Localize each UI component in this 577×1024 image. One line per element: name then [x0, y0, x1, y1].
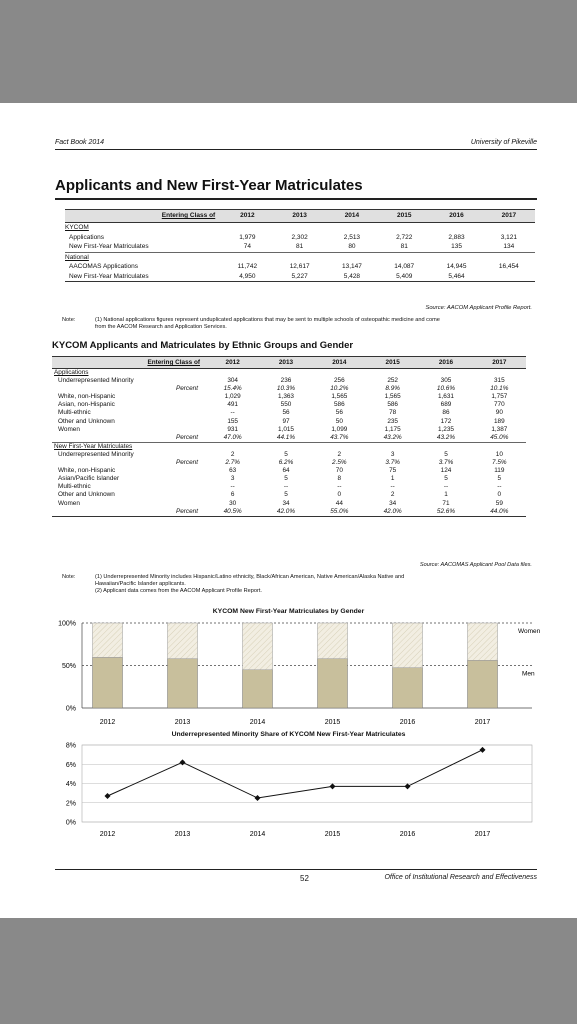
x-tick-label: 2016: [399, 831, 416, 838]
row-label: Asian/Pacific Islander: [58, 475, 120, 483]
table2-year-header: 2014: [313, 357, 366, 369]
bar-men: [468, 660, 498, 708]
table-row: [52, 467, 526, 475]
table-row: [52, 451, 526, 459]
cell-value: 0: [337, 491, 342, 499]
row-label: White, non-Hispanic: [58, 393, 116, 401]
cell-value: 42.0%: [383, 507, 402, 515]
cell-value: 1,175: [384, 425, 401, 433]
cell-value: [483, 272, 535, 282]
row-label: Women: [58, 425, 80, 433]
data-point: [105, 793, 111, 799]
cell-value: --: [390, 483, 395, 491]
note-line: Hawaiian/Pacific Islander applicants.: [95, 581, 186, 587]
cell-value: 2: [230, 450, 235, 458]
cell-value: 172: [440, 417, 452, 425]
table-row: [52, 475, 526, 483]
table-row: [65, 262, 535, 272]
cell-value: 78: [389, 409, 397, 417]
bar-men: [318, 659, 348, 708]
gender-chart-title: KYCOM New First-Year Matriculates by Gender: [212, 608, 365, 615]
table-row: [52, 500, 526, 508]
cell-value: 235: [387, 417, 398, 425]
data-point: [330, 783, 336, 789]
minority-chart: [0, 741, 577, 841]
cell-value: 1,235: [437, 425, 454, 433]
cell-value: 2: [390, 491, 395, 499]
table-row: [52, 459, 526, 467]
row-label: Percent: [175, 433, 198, 441]
row-label: AACOMAS Applications: [69, 263, 139, 270]
table1-header-label: Entering Class of: [65, 210, 221, 223]
y-tick-label: 0%: [65, 705, 76, 713]
cell-value: 16,454: [498, 263, 519, 270]
table2-section-name: Applications: [54, 369, 89, 376]
cell-value: 1: [390, 475, 395, 483]
table1-year-header: 2016: [430, 210, 482, 223]
cell-value: 75: [389, 467, 397, 475]
cell-value: 2,302: [291, 233, 308, 241]
cell-value: 70: [335, 467, 343, 475]
minority-share-line: [108, 750, 483, 798]
cell-value: 10.3%: [276, 385, 296, 393]
cell-value: 119: [494, 467, 505, 475]
cell-value: 305: [440, 377, 452, 385]
x-tick-label: 2012: [99, 719, 116, 726]
minority-chart-title: Underrepresented Minority Share of KYCOM New First-Year Matriculates: [171, 731, 406, 738]
cell-value: 3: [390, 450, 395, 458]
cell-value: 8: [337, 475, 342, 483]
table1-section-row: [65, 252, 535, 262]
table2-source: Source: AACOMAS Applicant Pool Data files.: [419, 562, 532, 568]
cell-value: 10: [495, 450, 503, 458]
cell-value: 14,945: [446, 263, 467, 270]
table2-section-row: [52, 442, 526, 451]
legend-women: Women: [518, 628, 541, 635]
row-label: Applications: [69, 233, 105, 241]
table1-year-header: 2017: [483, 210, 535, 223]
row-label: Women: [58, 499, 80, 507]
cell-value: 1,029: [224, 393, 241, 401]
cell-value: 7.5%: [492, 459, 507, 467]
cell-value: 1: [444, 491, 448, 499]
cell-value: 40.5%: [223, 507, 242, 515]
table2-year-header: 2012: [206, 357, 259, 369]
table2-section-row: [52, 369, 526, 378]
y-tick-label: 50%: [61, 663, 76, 670]
note-line: (1) Underrepresented Minority includes Hispanic/Latino ethnicity, Black/African American, Native American/Alaska Native and: [95, 574, 405, 580]
cell-value: 34: [389, 499, 397, 507]
row-label: Percent: [175, 385, 198, 393]
note-line: (2) Applicant data comes from the AACOM Applicant Profile Report.: [95, 588, 262, 594]
cell-value: 931: [227, 425, 238, 433]
bar-women: [393, 623, 423, 668]
cell-value: 2,883: [448, 233, 465, 241]
table1-header-row: [65, 210, 535, 223]
x-tick-label: 2013: [174, 719, 191, 726]
cell-value: 1,015: [277, 425, 294, 433]
cell-value: --: [443, 483, 449, 491]
bar-women: [243, 623, 273, 670]
table-row: [52, 418, 526, 426]
table2-title: KYCOM Applicants and Matriculates by Ethnic Groups and Gender: [52, 340, 354, 351]
running-footer: [55, 869, 537, 884]
bar-men: [93, 657, 123, 708]
cell-value: 10.6%: [436, 385, 456, 393]
table-row: [65, 272, 535, 282]
cell-value: 13,147: [341, 263, 362, 270]
data-point: [480, 747, 486, 753]
cell-value: 3,121: [500, 233, 517, 241]
row-label: Underrepresented Minority: [58, 450, 134, 458]
x-tick-label: 2016: [399, 719, 416, 726]
note-line: from the AACOM Research and Application Services.: [95, 324, 227, 330]
row-label: New First-Year Matriculates: [69, 243, 149, 250]
cell-value: 135: [451, 243, 462, 250]
x-tick-label: 2014: [249, 831, 266, 838]
title-rule: [55, 198, 537, 200]
cell-value: 5: [284, 475, 288, 483]
cell-value: 3: [230, 475, 235, 483]
header-left: Fact Book 2014: [55, 139, 105, 146]
cell-value: 55.0%: [330, 507, 349, 515]
table-row: [65, 233, 535, 243]
cell-value: 6.2%: [278, 459, 294, 467]
x-tick-label: 2015: [324, 719, 341, 726]
cell-value: 491: [227, 401, 238, 409]
cell-value: 236: [280, 377, 292, 385]
row-label: White, non-Hispanic: [58, 467, 116, 475]
table2-header-row: [52, 357, 526, 369]
cell-value: 44: [335, 499, 343, 507]
cell-value: 10.1%: [490, 385, 509, 393]
row-label: Multi-ethnic: [58, 483, 91, 491]
cell-value: 189: [493, 417, 505, 425]
table1-notes: [95, 317, 440, 331]
table-row: [52, 385, 526, 393]
cell-value: 1,565: [384, 393, 401, 401]
bar-men: [243, 670, 273, 708]
bar-women: [168, 623, 198, 659]
data-point: [255, 795, 261, 801]
cell-value: 315: [493, 377, 505, 385]
cell-value: 2,513: [343, 233, 361, 241]
table-row: [52, 483, 526, 491]
table-row: [52, 377, 526, 385]
header-right: University of Pikeville: [470, 139, 537, 146]
y-tick-label: 100%: [58, 620, 76, 628]
cell-value: 550: [280, 401, 292, 409]
row-label: Percent: [175, 459, 198, 467]
cell-value: --: [230, 409, 235, 417]
bar-women: [468, 623, 498, 660]
bar-women: [93, 623, 123, 657]
table-row: [65, 242, 535, 252]
ethnic-gender-table: [52, 356, 526, 518]
page-number: 52: [300, 874, 309, 883]
bar-women: [318, 623, 348, 659]
cell-value: 5,227: [291, 272, 308, 280]
cell-value: --: [283, 483, 289, 491]
cell-value: 43.2%: [436, 433, 456, 441]
cell-value: 586: [333, 401, 345, 409]
cell-value: 71: [442, 499, 450, 507]
cell-value: 63: [229, 467, 237, 475]
table-row: [52, 491, 526, 499]
table1-year-header: 2014: [326, 210, 378, 223]
cell-value: 5: [284, 491, 288, 499]
cell-value: 4,950: [239, 272, 256, 280]
cell-value: 0: [497, 491, 502, 499]
cell-value: 86: [442, 409, 450, 417]
cell-value: 5,428: [343, 272, 361, 280]
cell-value: 42.0%: [276, 507, 296, 515]
cell-value: 11,742: [237, 263, 258, 270]
cell-value: 134: [503, 243, 515, 250]
cell-value: 30: [229, 499, 237, 507]
cell-value: 8.9%: [385, 385, 400, 393]
cell-value: 5: [444, 475, 448, 483]
table-row: [52, 409, 526, 417]
cell-value: 5,409: [396, 272, 413, 280]
row-label: Underrepresented Minority: [58, 377, 134, 385]
cell-value: --: [497, 483, 502, 491]
gender-chart: [0, 618, 577, 728]
x-tick-label: 2015: [324, 831, 341, 838]
cell-value: 97: [282, 417, 290, 425]
cell-value: 80: [348, 243, 356, 250]
cell-value: 586: [387, 401, 398, 409]
table1-note-label: Note:: [62, 317, 76, 323]
cell-value: 43.2%: [383, 433, 402, 441]
cell-value: 56: [282, 409, 290, 417]
row-label: New First-Year Matriculates: [69, 272, 149, 280]
cell-value: 1,757: [491, 393, 508, 401]
table2-year-header: 2017: [473, 357, 526, 369]
table2-year-header: 2015: [366, 357, 419, 369]
cell-value: 44.0%: [490, 507, 509, 515]
table2-note-label: Note:: [62, 574, 76, 580]
cell-value: 81: [296, 243, 304, 250]
bar-men: [393, 668, 423, 708]
cell-value: 81: [400, 243, 408, 250]
table2-year-header: 2016: [419, 357, 472, 369]
cell-value: 124: [440, 467, 452, 475]
cell-value: --: [337, 483, 342, 491]
legend-men: Men: [522, 670, 535, 678]
cell-value: 2.7%: [225, 459, 240, 467]
bar-men: [168, 659, 198, 708]
cell-value: 1,631: [437, 393, 454, 401]
cell-value: 252: [387, 377, 398, 385]
cell-value: 50: [335, 417, 343, 425]
table-row: [52, 393, 526, 401]
table-row: [52, 434, 526, 443]
cell-value: 15.4%: [223, 385, 242, 393]
cell-value: 1,099: [331, 425, 348, 433]
cell-value: 1,363: [277, 393, 294, 401]
x-tick-label: 2012: [99, 831, 116, 838]
footer-right: Office of Institutional Research and Effectiveness: [384, 874, 537, 881]
cell-value: 90: [495, 409, 503, 417]
row-label: Percent: [175, 507, 198, 515]
cell-value: 689: [440, 401, 452, 409]
row-label: Other and Unknown: [58, 491, 115, 499]
cell-value: 59: [495, 499, 503, 507]
cell-value: 52.6%: [436, 507, 456, 515]
cell-value: 1,387: [491, 425, 508, 433]
cell-value: 56: [335, 409, 343, 417]
cell-value: 2: [337, 450, 342, 458]
running-header: [55, 139, 537, 150]
cell-value: 3.7%: [385, 459, 400, 467]
cell-value: 74: [243, 243, 251, 250]
cell-value: 304: [227, 377, 238, 385]
row-label: Asian, non-Hispanic: [58, 401, 115, 409]
y-tick-label: 6%: [65, 761, 76, 769]
cell-value: 3.7%: [438, 459, 454, 467]
cell-value: --: [230, 483, 235, 491]
table1-section-row: [65, 223, 535, 233]
table1-year-header: 2012: [221, 210, 273, 223]
row-label: Multi-ethnic: [58, 409, 91, 417]
y-tick-label: 0%: [65, 819, 76, 827]
x-tick-label: 2017: [474, 719, 491, 726]
table2-bottom-rule: [52, 516, 526, 518]
x-tick-label: 2017: [474, 831, 491, 838]
cell-value: 6: [230, 491, 235, 499]
cell-value: 64: [282, 467, 290, 475]
cell-value: 1,565: [331, 393, 348, 401]
applicants-table: [65, 209, 535, 283]
table1-year-header: 2015: [378, 210, 430, 223]
cell-value: 155: [227, 417, 238, 425]
table-row: [52, 426, 526, 434]
table1-section-name: National: [65, 252, 535, 262]
cell-value: 10.2%: [330, 385, 349, 393]
cell-value: 2,722: [396, 233, 413, 241]
cell-value: 12,617: [289, 263, 310, 270]
x-tick-label: 2014: [249, 719, 266, 726]
cell-value: 47.0%: [223, 433, 242, 441]
cell-value: 5: [284, 450, 288, 458]
table2-header-label: Entering Class of: [52, 357, 206, 369]
y-tick-label: 4%: [65, 781, 76, 788]
cell-value: 5: [497, 475, 502, 483]
cell-value: 44.1%: [276, 433, 296, 441]
table2-year-header: 2013: [259, 357, 312, 369]
row-label: Other and Unknown: [58, 417, 115, 425]
y-tick-label: 2%: [65, 800, 76, 808]
table1-section-name: KYCOM: [65, 224, 89, 231]
cell-value: 5: [444, 450, 448, 458]
data-point: [405, 783, 411, 789]
cell-value: 45.0%: [490, 433, 509, 441]
table-row: [52, 508, 526, 517]
x-tick-label: 2013: [174, 831, 191, 838]
table-row: [52, 401, 526, 409]
cell-value: 43.7%: [330, 433, 349, 441]
cell-value: 256: [333, 377, 345, 385]
cell-value: 770: [493, 401, 505, 409]
note-line: (1) National applications figures represent unduplicated applications that may be sent to multiple schools of osteopathic medicine and come: [95, 317, 440, 323]
cell-value: 14,087: [394, 263, 415, 270]
cell-value: 1,979: [239, 233, 256, 241]
cell-value: 5,464: [448, 272, 465, 280]
table1-year-header: 2013: [273, 210, 325, 223]
table2-section-name: New First-Year Matriculates: [52, 442, 526, 451]
y-tick-label: 8%: [65, 742, 76, 750]
table2-notes: [95, 574, 404, 595]
cell-value: 2.5%: [332, 459, 347, 467]
table1-source: Source: AACOM Applicant Profile Report.: [425, 305, 532, 311]
cell-value: 34: [282, 499, 290, 507]
document-page: [0, 103, 577, 918]
table1-bottom-rule: [65, 282, 535, 284]
page-title: Applicants and New First-Year Matriculates: [55, 177, 363, 194]
